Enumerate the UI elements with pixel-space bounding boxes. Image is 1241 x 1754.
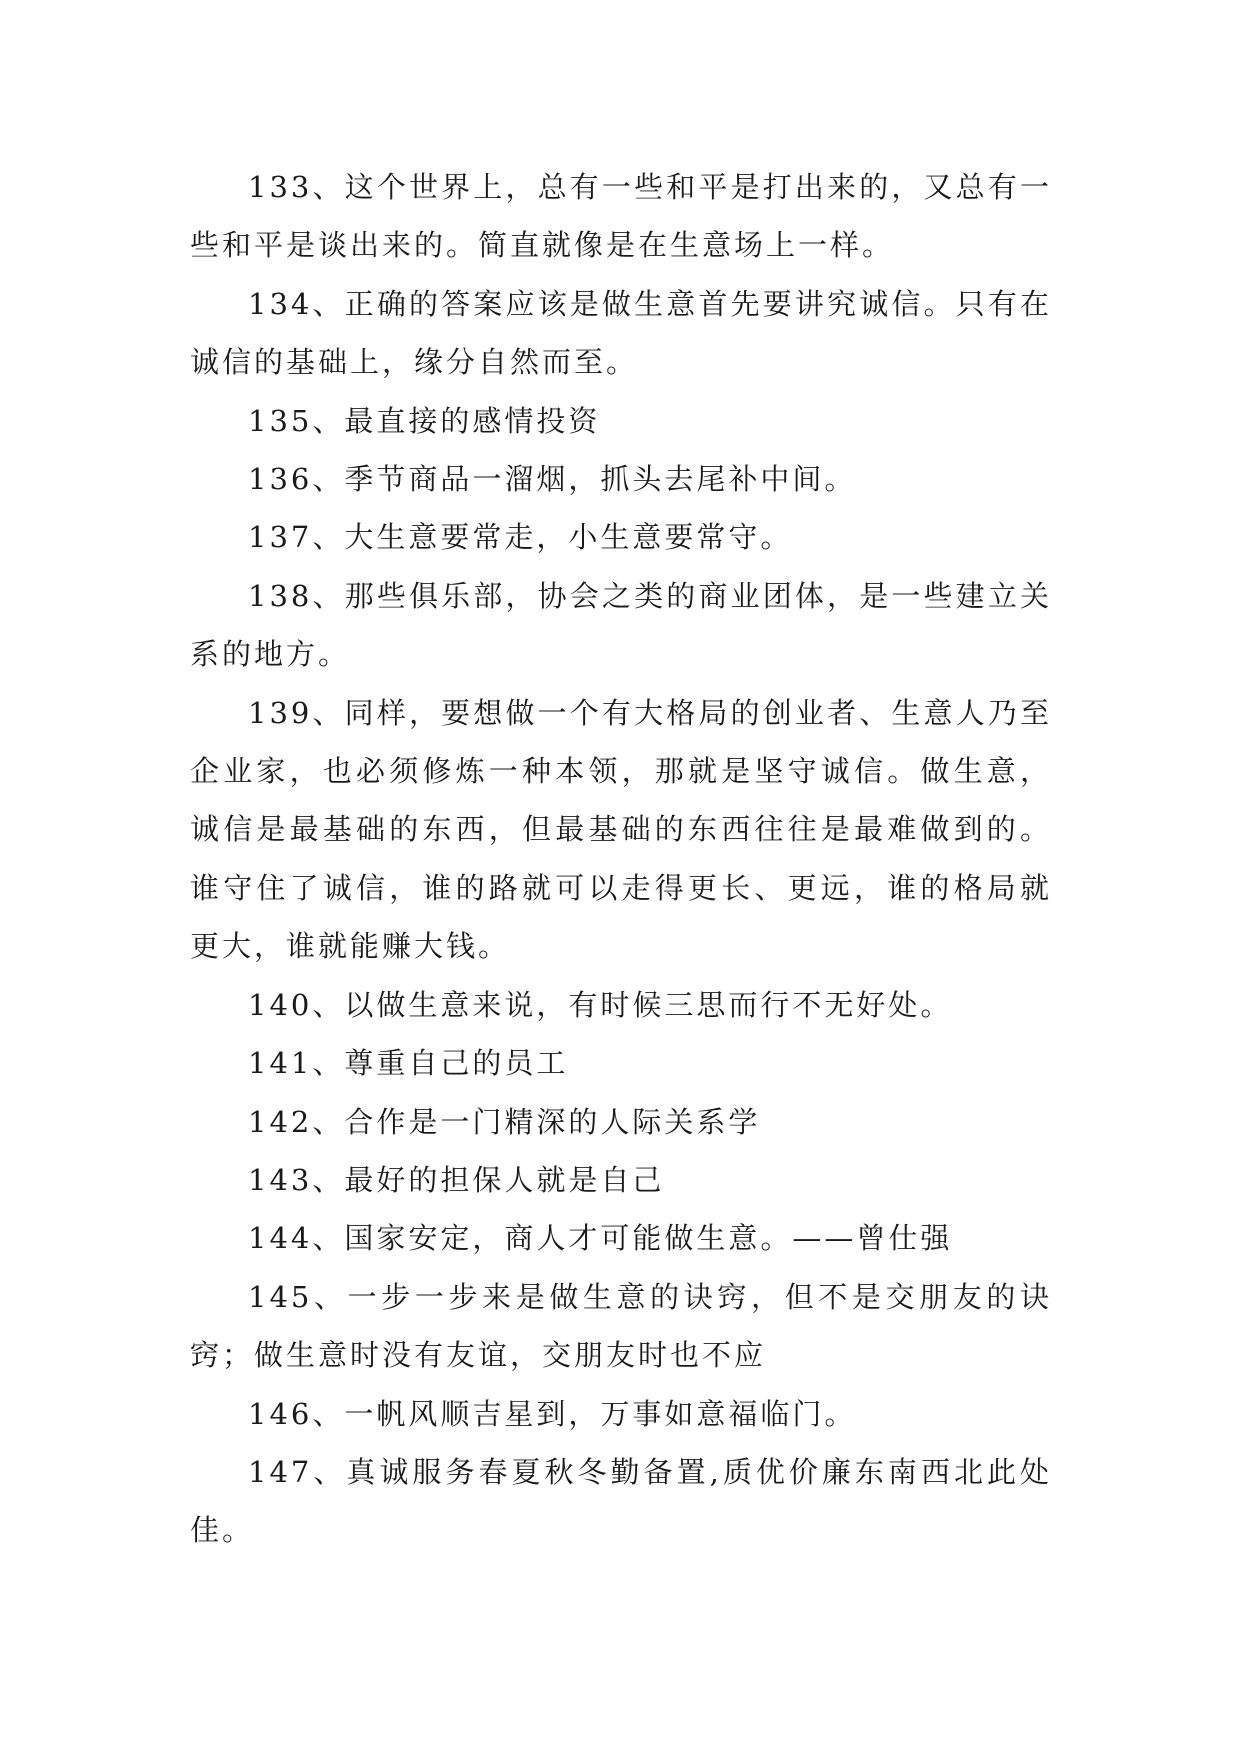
paragraph-141: 141、尊重自己的员工 [248,1046,569,1081]
paragraph-146: 146、一帆风顺吉星到，万事如意福临门。 [248,1396,857,1431]
paragraph-134: 134、正确的答案应该是做生意首先要讲究诚信。只有在诚信的基础上，缘分自然而至。 [190,286,1052,380]
paragraph-137: 137、大生意要常走，小生意要常守。 [248,520,793,555]
paragraph-139: 139、同样，要想做一个有大格局的创业者、生意人乃至企业家，也必须修炼一种本领，那就是坚守诚信。做生意，诚信是最基础的东西，但最基础的东西往往是最难做到的。谁守住了诚信，谁的路就可以走得更长、更远，谁的格局就更大，谁就能赚大钱。 [190,695,1052,964]
paragraph-138: 138、那些俱乐部，协会之类的商业团体，是一些建立关系的地方。 [190,578,1052,672]
paragraph-145: 145、一步一步来是做生意的诀窍，但不是交朋友的诀窍；做生意时没有友谊，交朋友时也不应 [190,1279,1052,1373]
paragraph-143: 143、最好的担保人就是自己 [248,1162,665,1197]
paragraph-133: 133、这个世界上，总有一些和平是打出来的，又总有一些和平是谈出来的。简直就像是在生意场上一样。 [190,170,1052,263]
paragraph-140: 140、以做生意来说，有时候三思而行不无好处。 [248,987,953,1022]
paragraph-144: 144、国家安定，商人才可能做生意。——曾仕强 [248,1221,953,1256]
paragraph-136: 136、季节商品一溜烟，抓头去尾补中间。 [248,462,857,497]
paragraph-135: 135、最直接的感情投资 [248,403,601,438]
document-body [190,158,1052,1560]
paragraph-142: 142、合作是一门精深的人际关系学 [248,1104,761,1139]
paragraph-147: 147、真诚服务春夏秋冬勤备置,质优价廉东南西北此处佳。 [190,1454,1052,1548]
